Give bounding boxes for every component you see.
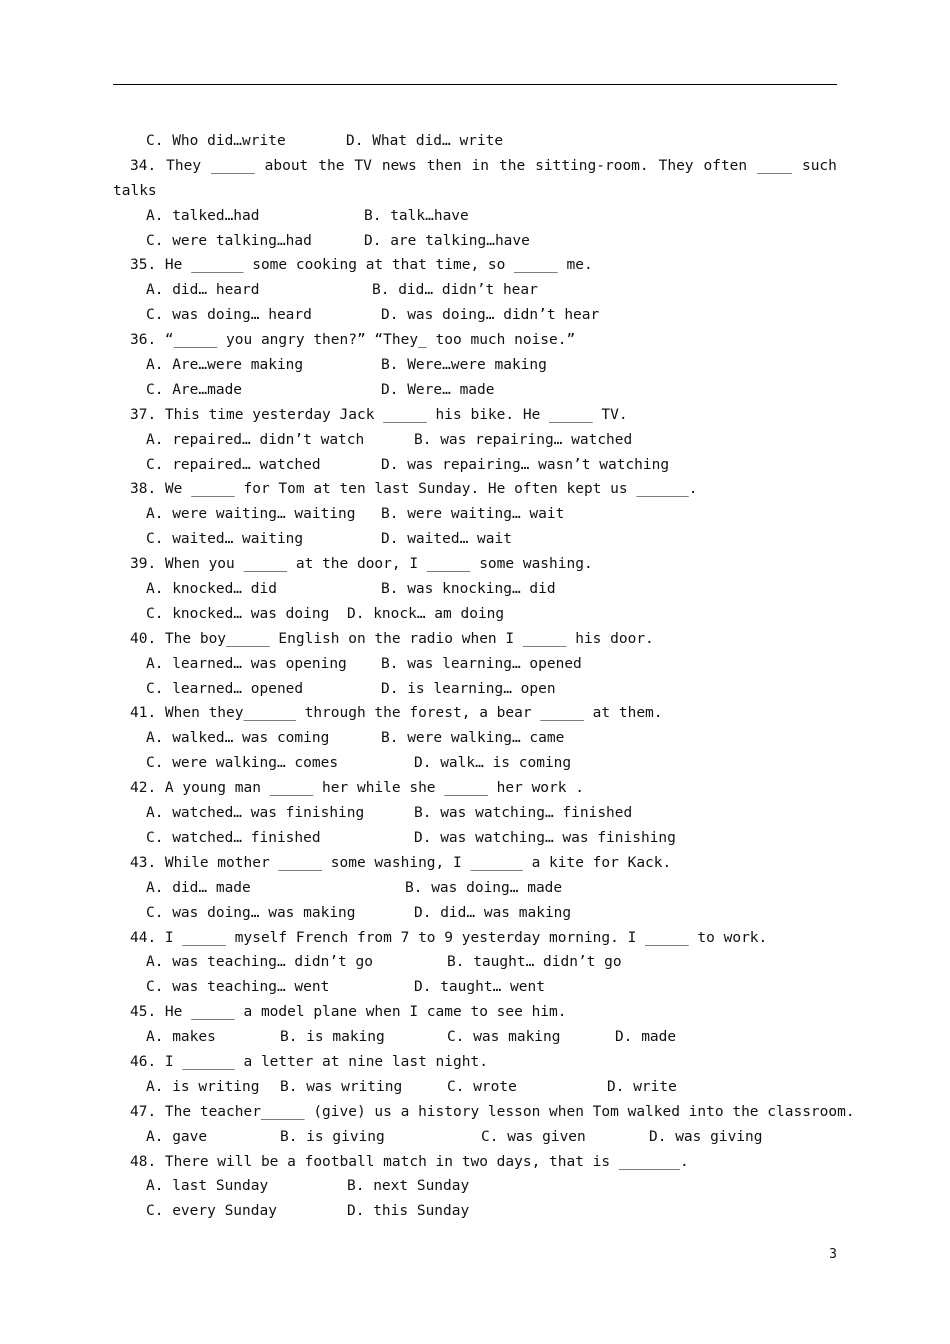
text-line — [113, 477, 837, 502]
text-line — [113, 577, 837, 602]
answer-option: B. was repairing… watched — [414, 431, 633, 448]
answer-option: D. was repairing… wasn’t watching — [381, 456, 670, 473]
text-line — [113, 1174, 837, 1199]
text-line — [113, 1199, 837, 1224]
answer-option: C. Who did…write — [146, 133, 286, 149]
answer-option: B. was writing — [280, 1078, 403, 1095]
answer-option: A. did… heard — [146, 282, 260, 299]
answer-option: A. knocked… did — [146, 581, 277, 598]
answer-option: A. walked… was coming — [146, 730, 330, 747]
line-text: talks — [113, 182, 157, 199]
answer-option: C. was given — [481, 1128, 586, 1145]
text-line — [113, 1100, 855, 1125]
answer-option: C. repaired… watched — [146, 456, 321, 473]
answer-option: B. was knocking… did — [381, 581, 556, 598]
answer-option: C. were walking… comes — [146, 755, 339, 772]
text-line — [113, 776, 837, 801]
text-line — [113, 677, 837, 702]
answer-option: A. talked…had — [146, 207, 260, 224]
text-line — [113, 1150, 837, 1175]
text-line — [113, 851, 837, 876]
answer-option: A. Are…were making — [146, 357, 304, 374]
answer-option: A. did… made — [146, 879, 251, 896]
line-word: TV — [354, 157, 372, 174]
text-line — [113, 652, 837, 677]
text-line — [113, 278, 837, 303]
text-line — [113, 502, 837, 527]
answer-option: C. was teaching… went — [146, 979, 330, 996]
answer-option: D. walk… is coming — [414, 755, 572, 772]
question-text: 41. When they______ through the forest, a bear _____ at them. — [130, 705, 663, 722]
answer-option: D. waited… wait — [381, 531, 512, 548]
line-word: the — [499, 157, 526, 174]
answer-option: B. is making — [280, 1029, 385, 1046]
answer-option: B. taught… didn’t go — [447, 954, 622, 971]
line-word: _____ — [211, 157, 255, 174]
answer-option: D. Were… made — [381, 381, 495, 398]
text-line — [113, 428, 837, 453]
answer-option: C. was making — [447, 1029, 561, 1046]
line-word: ____ — [757, 157, 793, 174]
answer-option: D. write — [607, 1078, 677, 1095]
line-word: the — [318, 157, 345, 174]
answer-option: A. is writing — [146, 1078, 260, 1095]
line-word: such — [801, 157, 837, 174]
text-line — [113, 328, 837, 353]
question-text: 47. The teacher_____ (give) us a history lesson when Tom walked into the classroom. — [130, 1103, 855, 1120]
text-line — [113, 1000, 837, 1025]
answer-option: A. last Sunday — [146, 1178, 269, 1195]
text-line — [113, 1050, 837, 1075]
answer-option: C. watched… finished — [146, 829, 321, 846]
answer-option: B. were waiting… wait — [381, 506, 565, 523]
answer-option: D. knock… am doing — [347, 605, 505, 622]
text-line — [113, 154, 837, 179]
question-text: 36. “_____ you angry then?” “They_ too much noise.” — [130, 332, 576, 349]
question-text: 46. I ______ a letter at nine last night. — [130, 1053, 488, 1070]
answer-option: A. were waiting… waiting — [146, 506, 356, 523]
page-number: 3 — [829, 1247, 837, 1262]
answer-option: D. made — [615, 1029, 677, 1046]
question-text: 42. A young man _____ her while she _____ her work . — [130, 780, 584, 797]
answer-option: B. was doing… made — [405, 879, 563, 896]
text-line — [113, 552, 837, 577]
answer-option: B. were walking… came — [381, 730, 565, 747]
answer-option: B. next Sunday — [347, 1178, 470, 1195]
answer-option: D. is learning… open — [381, 680, 556, 697]
answer-option: C. Are…made — [146, 381, 243, 398]
line-word: then — [426, 157, 462, 174]
text-line — [113, 527, 837, 552]
answer-option: C. learned… opened — [146, 680, 304, 697]
question-text: 38. We _____ for Tom at ten last Sunday. He often kept us ______. — [130, 481, 698, 498]
answer-option: A. watched… was finishing — [146, 805, 365, 822]
answer-option: B. Were…were making — [381, 357, 547, 374]
question-text: 48. There will be a football match in two days, that is _______. — [130, 1153, 689, 1170]
text-line — [113, 129, 837, 154]
text-line — [113, 751, 837, 776]
answer-option: B. is giving — [280, 1128, 385, 1145]
text-line — [113, 353, 837, 378]
answer-option: A. repaired… didn’t watch — [146, 431, 365, 448]
text-line — [113, 1075, 837, 1100]
answer-option: A. makes — [146, 1029, 216, 1046]
text-line — [113, 1025, 837, 1050]
answer-option: C. was doing… was making — [146, 904, 356, 921]
answer-option: B. was watching… finished — [414, 805, 633, 822]
text-line — [113, 179, 837, 204]
text-line — [113, 726, 837, 751]
text-line — [113, 602, 837, 627]
text-line — [113, 826, 837, 851]
text-line — [113, 701, 837, 726]
answer-option: A. learned… was opening — [146, 655, 347, 672]
text-line — [113, 627, 837, 652]
text-line — [113, 801, 837, 826]
line-word: They — [658, 157, 694, 174]
answer-option: C. knocked… was doing — [146, 605, 330, 622]
line-word: sitting-room. — [535, 157, 649, 174]
answer-option: C. waited… waiting — [146, 531, 304, 548]
question-text: 40. The boy_____ English on the radio when I _____ his door. — [130, 630, 654, 647]
answer-option: B. talk…have — [364, 207, 469, 224]
question-list — [113, 129, 855, 1224]
answer-option: A. gave — [146, 1128, 208, 1145]
answer-option: D. was watching… was finishing — [414, 829, 676, 846]
question-text: 44. I _____ myself French from 7 to 9 yesterday morning. I _____ to work. — [130, 929, 768, 946]
answer-option: C. wrote — [447, 1078, 517, 1095]
text-line — [113, 876, 837, 901]
text-line — [113, 975, 837, 1000]
text-line — [113, 204, 837, 229]
line-word: in — [471, 157, 490, 174]
line-word: They — [166, 157, 202, 174]
answer-option: D. What did… write — [346, 133, 504, 149]
text-line — [113, 453, 837, 478]
question-text: 35. He ______ some cooking at that time, so _____ me. — [130, 257, 593, 274]
answer-option: D. are talking…have — [364, 232, 530, 249]
answer-option: A. was teaching… didn’t go — [146, 954, 373, 971]
answer-option: B. did… didn’t hear — [372, 282, 538, 299]
question-text: 45. He _____ a model plane when I came to see him. — [130, 1004, 567, 1021]
answer-option: B. was learning… opened — [381, 655, 582, 672]
text-line — [113, 901, 837, 926]
line-word: about — [264, 157, 309, 174]
header-rule — [113, 84, 837, 85]
answer-option: D. taught… went — [414, 979, 545, 996]
answer-option: C. was doing… heard — [146, 307, 312, 324]
answer-option: D. was doing… didn’t hear — [381, 307, 600, 324]
line-word: news — [381, 157, 417, 174]
answer-option: D. was giving — [649, 1128, 763, 1145]
text-line — [113, 378, 837, 403]
question-text: 37. This time yesterday Jack _____ his bike. He _____ TV. — [130, 406, 628, 423]
line-word: 34. — [130, 157, 157, 174]
text-line — [113, 229, 837, 254]
text-line — [113, 403, 837, 428]
text-line — [113, 303, 837, 328]
question-text: 39. When you _____ at the door, I _____ some washing. — [130, 556, 593, 573]
answer-option: D. this Sunday — [347, 1203, 470, 1220]
answer-option: C. were talking…had — [146, 232, 312, 249]
text-line — [113, 253, 837, 278]
answer-option: D. did… was making — [414, 904, 572, 921]
question-text: 43. While mother _____ some washing, I ______ a kite for Kack. — [130, 854, 672, 871]
text-line — [113, 950, 837, 975]
text-line — [113, 926, 837, 951]
answer-option: C. every Sunday — [146, 1203, 277, 1220]
line-word: often — [703, 157, 748, 174]
text-line — [113, 1125, 837, 1150]
